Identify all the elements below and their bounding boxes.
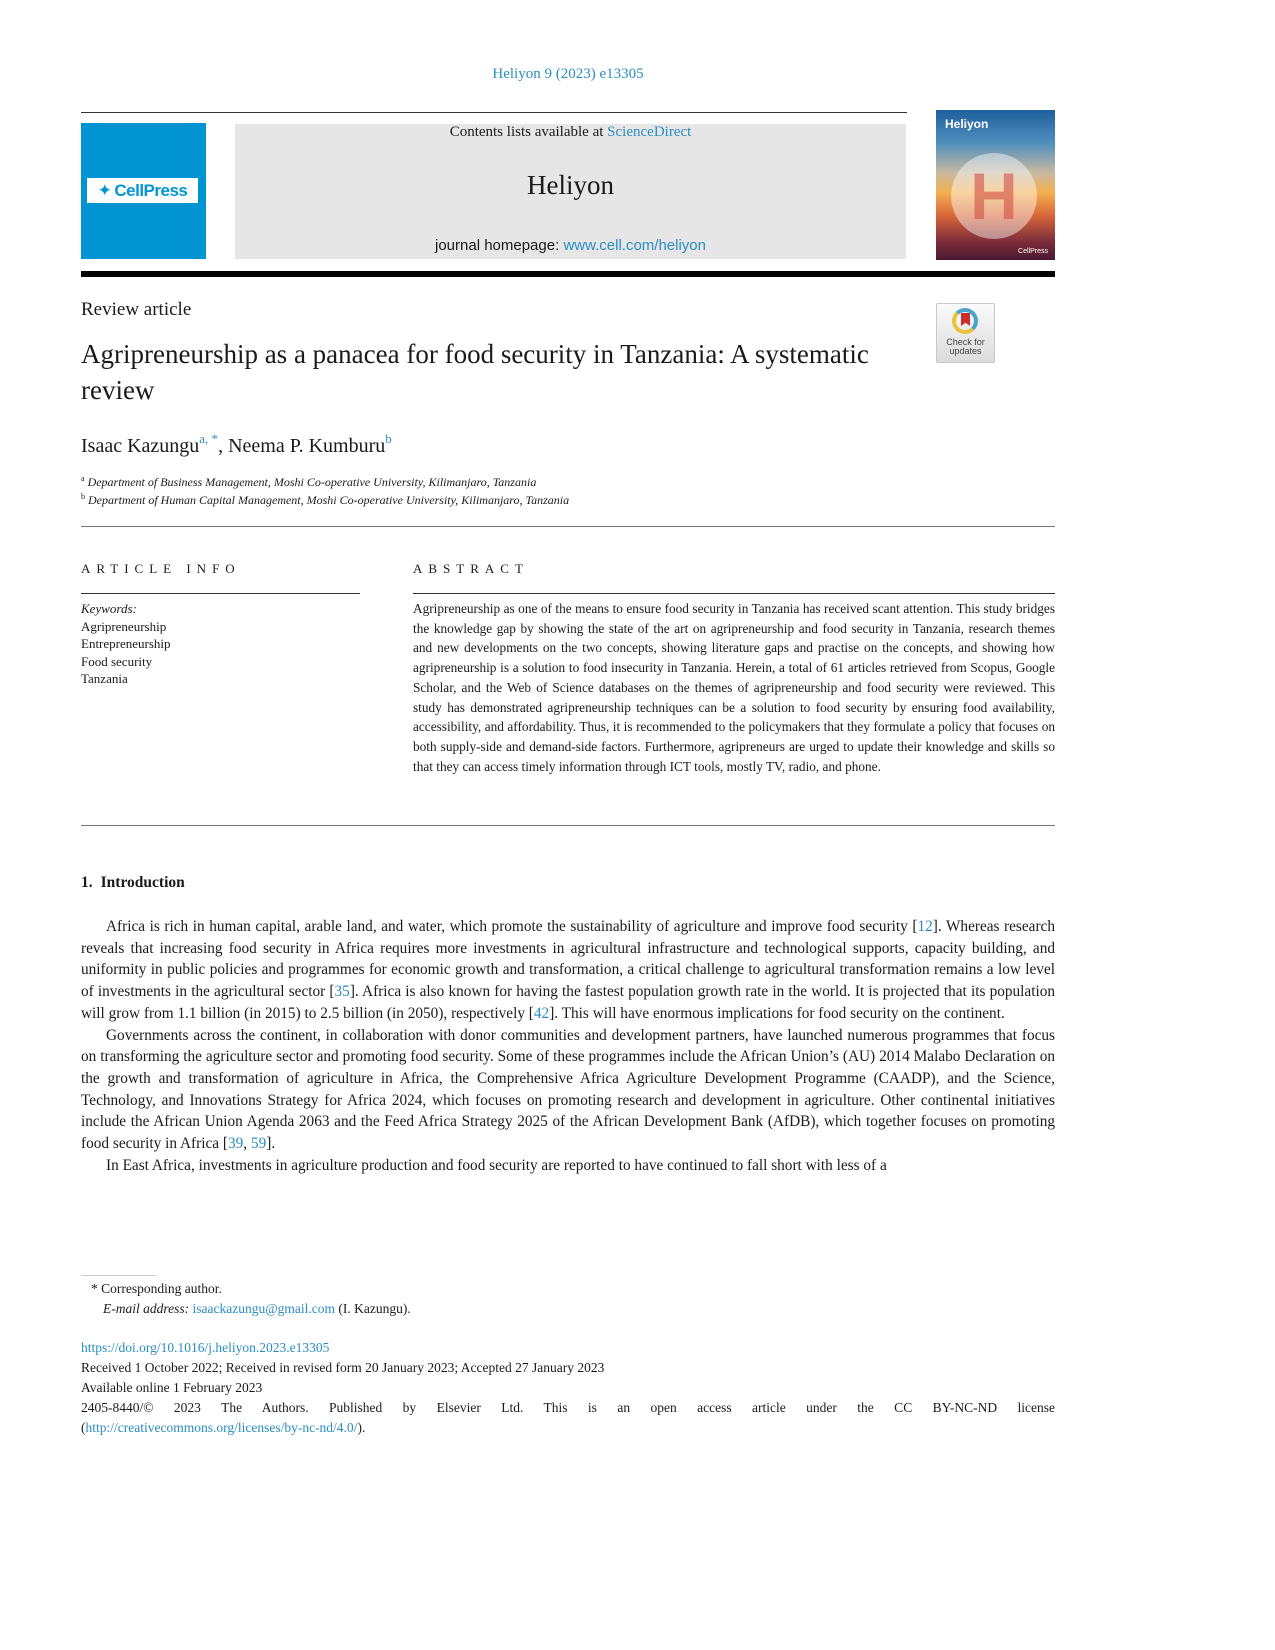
text: ]. Whereas research reveals that increasing food security in Africa requires more investments in agricultural infrastructure and technological supports, capacity building, and uniformity in public policies and programmes for economic growth and transformation, a critical challenge to agricultural transformation remains a low level of investments in the agricultural sector [ [81,918,1055,1001]
keyword: Tanzania [81,671,128,687]
homepage-line [235,237,906,254]
author-name: Isaac Kazungu [81,435,200,457]
chain-link-icon: ✦ [97,180,112,200]
running-head[interactable]: Heliyon 9 (2023) e13305 [492,66,644,82]
citation-link[interactable]: 12 [917,918,933,935]
divider [81,825,1055,826]
citation-link[interactable]: 42 [533,1004,550,1022]
text: ]. [266,1135,276,1153]
paren: ( [81,1420,86,1435]
paragraph [81,916,1055,1025]
affiliation [81,492,569,508]
corresponding-author-note [91,1279,411,1299]
doi-link[interactable]: https://doi.org/10.1016/j.heliyon.2023.e13305 [81,1340,330,1355]
top-rule [81,112,907,113]
cellpress-wordmark [87,178,198,203]
author-name: Neema P. Kumburu [228,435,386,457]
masthead-rule [81,271,1055,277]
paragraph: In East Africa, investments in agriculture production and food security are reported to have continued to fall short with less of a [106,1156,887,1174]
paragraph [81,1025,1055,1155]
check-updates-line-2: updates [949,346,982,356]
abstract-text: Agripreneurship as one of the means to ensure food security in Tanzania has received scant attention. This study bridges the knowledge gap by showing the state of the art on agripreneurship and food security in Tanzania, research themes and new developments on the two concepts, showing literature gaps and practise on the concepts, and showing how agripreneurship is a solution to food insecurity in Tanzania. Herein, a total of 61 articles retrieved from Scopus, Google Scholar, and the Web of Science databases on the themes of agripreneurship and food security were reviewed. This study has demonstrated agripreneurship techniques can be a solution to food security by ensuring food availability, accessibility, and affordability. Thus, it is recommended to the policymakers that they formulate a policy that focuses on both supply-side and demand-side factors. Furthermore, agripreneurs are urged to update their knowledge and skills so that they can access timely information through ICT tools, mostly TV, radio, and phone. [413,601,1055,774]
citation-link[interactable]: 39 [227,1135,244,1153]
email-label: E-mail address: [103,1301,190,1316]
publication-info [81,1338,1055,1438]
section-number: 1. [81,874,93,891]
affiliation-mark: a [81,474,85,483]
text: Governments across the continent, in collaboration with donor communities and development partners, have launched numerous programmes that focus on transforming the agriculture sector and promoting food security. Some of these programmes include the African Union’s (AU) 2014 Malabo Declaration on the growth and transformation of agriculture in Africa, the Comprehensive Africa Agriculture Development Programme (CAADP), and the Science, Technology, and Innovations Strategy for Africa 2024, which focuses on promoting research and development in agriculture. Other continental initiatives include the African Union Agenda 2063 and the Feed Africa Strategy 2025 of the African Development Bank (AfDB), which together focuses on promoting food security in Africa [ [81,1026,1055,1153]
online-date: Available online 1 February 2023 [81,1380,263,1395]
check-for-updates-button[interactable] [936,303,995,363]
text: , [243,1135,251,1153]
license-url-line [81,1418,1055,1438]
license-statement: 2405-8440/© 2023 The Authors. Published by Elsevier Ltd. This is an open access article under the CC BY-NC-ND license [81,1400,1055,1415]
footnote-divider [81,1275,156,1276]
article-info-heading: ARTICLE INFO [81,561,241,576]
email-link[interactable]: isaackazungu@gmail.com [192,1301,336,1316]
text: ]. This will have enormous implications for food security on the continent. [549,1004,1005,1022]
text: Africa is rich in human capital, arable land, and water, which promote the sustainability of agriculture and improve food security [ [106,918,918,935]
introduction-body [81,916,1055,1176]
journal-cover-image[interactable] [936,110,1055,260]
keywords-label: Keywords: [81,601,137,616]
keyword: Agripreneurship [81,618,167,634]
divider [81,526,1055,527]
contents-line [235,124,906,141]
homepage-prefix: journal homepage: [435,237,564,254]
section-heading [81,874,185,892]
divider [413,593,1055,594]
contents-prefix: Contents lists available at [449,124,608,140]
journal-name: Heliyon [527,170,614,200]
affiliation-text: Department of Business Management, Moshi Co-operative University, Kilimanjaro, Tanzania [87,475,537,489]
history-dates: Received 1 October 2022; Received in revised form 20 January 2023; Accepted 27 January 2023 [81,1360,605,1375]
cover-brand: CellPress [1018,248,1048,255]
keyword: Food security [81,653,153,669]
affiliation-text: Department of Human Capital Management, Moshi Co-operative University, Kilimanjaro, Tanzania [88,493,570,507]
author-affiliation-marks[interactable]: a, * [199,431,219,446]
text: ]. Africa is also known for having the fastest population growth rate in the world. It is projected that its population will grow from 1.1 billion (in 2015) to 2.5 billion (in 2050), respectively [ [81,983,1055,1022]
citation-link[interactable]: 59 [250,1135,267,1153]
affiliation [81,474,536,490]
check-updates-label [937,338,994,356]
journal-homepage-link[interactable]: www.cell.com/heliyon [563,237,706,254]
divider [81,593,360,594]
keywords-list [81,600,171,688]
footnotes [91,1279,411,1319]
cover-circle-icon [951,153,1037,239]
check-updates-line-1: Check for [946,337,985,347]
article-type: Review article [81,299,192,320]
author-separator: , [218,435,229,457]
license-link[interactable]: http://creativecommons.org/licenses/by-nc-nd/4.0/ [85,1420,358,1435]
abstract-heading: ABSTRACT [413,561,529,576]
email-note [91,1299,411,1319]
author-affiliation-marks[interactable]: b [385,431,392,446]
paren: ). [357,1420,366,1435]
author-list [81,431,392,458]
keyword: Entrepreneurship [81,636,171,652]
footnote-mark: * [91,1281,98,1296]
sciencedirect-link[interactable]: ScienceDirect [607,124,692,140]
citation-link[interactable]: 35 [334,983,350,1001]
section-title: Introduction [100,874,185,891]
cover-letter: H [970,159,1018,233]
cover-title: Heliyon [945,117,989,131]
footnote-text: Corresponding author. [101,1281,222,1296]
article-title: Agripreneurship as a panacea for food security in Tanzania: A systematic review [81,339,869,405]
affiliation-mark: b [81,492,85,501]
cellpress-logo[interactable] [81,123,206,259]
journal-masthead [235,124,906,259]
cellpress-label: CellPress [114,180,188,200]
email-suffix: (I. Kazungu). [335,1301,411,1316]
